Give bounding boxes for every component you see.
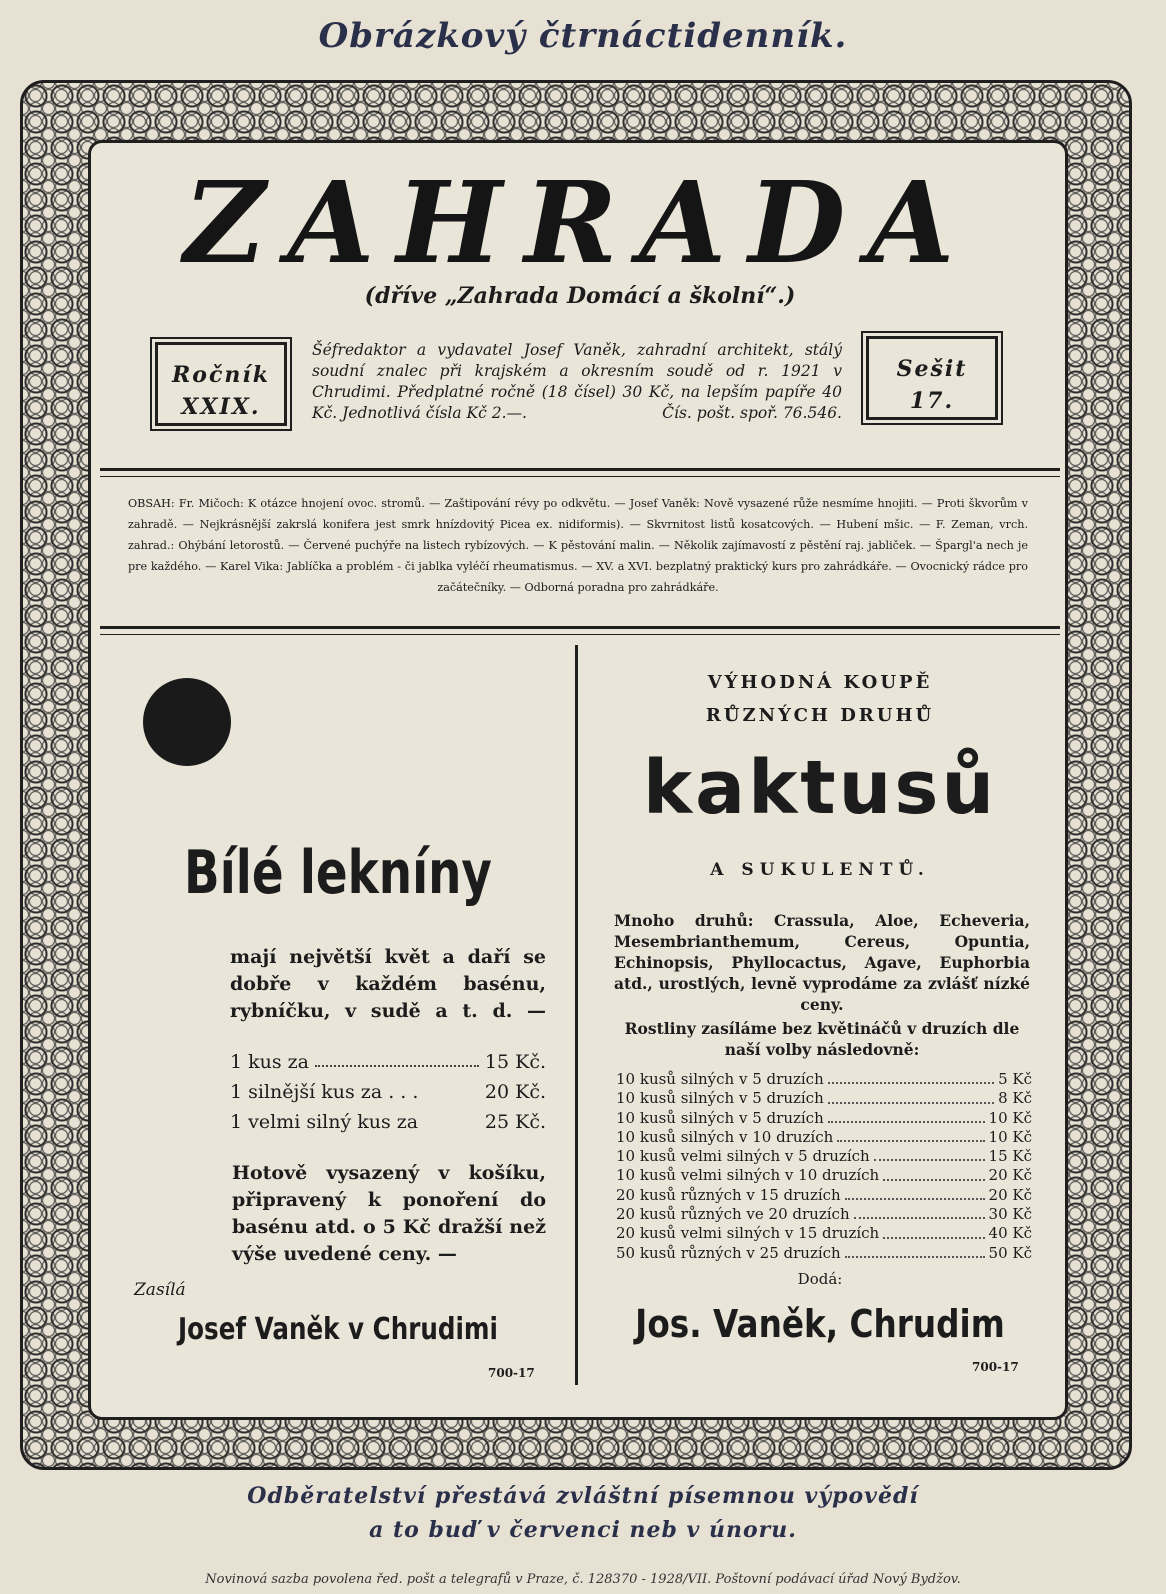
- masthead-info: [312, 340, 842, 424]
- cactus-offer-row: [616, 1205, 1032, 1224]
- offer-price: 8 Kč: [998, 1089, 1032, 1108]
- lily-price-row: [230, 1051, 546, 1073]
- offer-price: 5 Kč: [998, 1070, 1032, 1088]
- cactus-ad-code: 700-17: [972, 1360, 1019, 1374]
- lily-sender: Josef Vaněk v Chrudimi: [177, 1312, 498, 1347]
- cactus-offer-row: [616, 1147, 1032, 1166]
- cactus-lead-line2: RŮZNÝCH DRUHŮ: [705, 705, 935, 726]
- offer-price: 10 Kč: [988, 1127, 1032, 1146]
- table-of-contents: OBSAH: Fr. Mičoch: K otázce hnojení ovoc. stromů. — Zaštipování révy po odkvětu. — Josef Vaněk: Nově vysazené růže nesmíme hnojiti. — Proti škvorům v zahradě. — Nejkrásnější zakrslá konifera jest smrk hnízdovitý Picea ex. nidiformis). — Skvrnitost listů kosatcových. — Hubení mšic. — F. Zeman, vrch. zahrad.: Ohýbání letorostů. — Červené puchýře na listech rybízových. — K pěstování malin. — Několik zajímavostí z pěstění raj. jabliček. — Špargl'a nech je pre každého. — Karel Vika: Jablíčka a problém - či jablka vyléčí rheumatismus. — XV. a XVI. bezplatný praktický kurs pro zahrádkáře. — Ovocnický rádce pro začátečníky. — Odborná poradna pro zahrádkáře.: [128, 497, 1028, 594]
- divider-top-thin: [100, 476, 1060, 477]
- divider-top: [100, 468, 1060, 471]
- offer-item: 10 kusů silných v 5 druzích: [616, 1070, 824, 1088]
- lily-price-value: 25 Kč.: [484, 1111, 546, 1133]
- lily-ad-code: 700-17: [488, 1366, 535, 1380]
- lily-ad-headline: Bílé lekníny: [184, 838, 492, 908]
- lily-price-item: 1 kus za: [230, 1051, 310, 1073]
- divider-mid-thin: [100, 634, 1060, 635]
- offer-item: 20 kusů velmi silných v 15 druzích: [616, 1224, 880, 1243]
- cactus-ad-headline: kaktusů: [642, 745, 998, 831]
- cactus-offer-row: [616, 1089, 1032, 1108]
- offer-item: 20 kusů různých v 15 druzích: [616, 1185, 841, 1204]
- magazine-title: ZAHRADA: [183, 158, 977, 289]
- offer-item: 10 kusů silných v 10 druzích: [616, 1127, 834, 1146]
- cactus-ad-subhead: A SUKULENTŮ.: [710, 860, 930, 880]
- cactus-offer-row: [616, 1166, 1032, 1185]
- offer-price: 20 Kč: [988, 1166, 1032, 1185]
- postal-account: Čís. pošt. spoř. 76.546.: [662, 404, 842, 422]
- offer-item: 20 kusů různých ve 20 druzích: [616, 1205, 850, 1224]
- offer-item: 10 kusů silných v 5 druzích: [616, 1108, 824, 1127]
- offer-price: 20 Kč: [988, 1185, 1032, 1204]
- lily-price-value: 15 Kč.: [484, 1051, 546, 1073]
- cactus-sender: Jos. Vaněk, Chrudim: [635, 1302, 1005, 1346]
- editor-text: Šéfredaktor a vydavatel Josef Vaněk, zahradní architekt, stálý soudní znalec při krajském a okresním soudě od r. 1921 v Chrudimi. Předplatné ročně (18 čísel) 30 Kč, na lepším papíře 40 Kč. Jednotlivá čísla Kč 2.—.: [312, 341, 842, 422]
- cactus-offer-row: [616, 1224, 1032, 1243]
- subscription-notice: [0, 1479, 1166, 1547]
- cactus-lead-line1: VÝHODNÁ KOUPĚ: [707, 672, 933, 693]
- cactus-offer-table: [616, 1070, 1032, 1263]
- volume-label: Ročník: [172, 362, 270, 388]
- offer-item: 50 kusů různých v 25 druzích: [616, 1243, 841, 1262]
- notice-line1: Odběratelství přestává zvláštní písemnou výpovědí: [247, 1483, 919, 1509]
- volume-number: XXIX.: [181, 394, 261, 420]
- offer-price: 15 Kč: [988, 1147, 1032, 1166]
- divider-mid: [100, 626, 1060, 629]
- leader-dots: [315, 1051, 479, 1067]
- cactus-ad-lead: [600, 666, 1040, 732]
- volume-box: [155, 342, 287, 426]
- cactus-offer-row: [616, 1244, 1032, 1263]
- cactus-offer-row: [616, 1109, 1032, 1128]
- cactus-deliver-label: Dodá:: [797, 1270, 843, 1288]
- offer-price: 30 Kč: [988, 1205, 1032, 1224]
- issue-box: [866, 336, 998, 420]
- lily-sender-label: Zasílá: [134, 1280, 186, 1300]
- notice-line2: a to buď v červenci neb v únoru.: [369, 1517, 797, 1543]
- lily-price-value: 20 Kč.: [484, 1081, 546, 1103]
- issue-label: Sešit: [896, 356, 968, 382]
- lily-price-item: 1 velmi silný kus za: [230, 1111, 419, 1133]
- issue-number: 17.: [909, 388, 955, 414]
- decorative-dot: [143, 678, 231, 766]
- column-divider: [575, 645, 578, 1385]
- cactus-offer-row: [616, 1070, 1032, 1089]
- offer-price: 40 Kč: [988, 1224, 1032, 1243]
- lily-price-item: 1 silnější kus za . . .: [230, 1081, 419, 1103]
- lily-ad-ready-note: Hotově vysazený v košíku, připravený k ponoření do basénu atd. o 5 Kč dražší než výše uvedené ceny. —: [232, 1162, 546, 1265]
- offer-item: 10 kusů velmi silných v 10 druzích: [616, 1166, 880, 1185]
- offer-price: 10 Kč: [988, 1108, 1032, 1127]
- postal-note: Novinová sazba povolena řed. pošt a telegrafů v Praze, č. 128370 - 1928/VII. Poštovní podávací úřad Nový Bydžov.: [205, 1572, 961, 1587]
- kicker-heading: Obrázkový čtrnáctidenník.: [318, 16, 848, 56]
- lily-ad-description: mají největší květ a daří se dobře v každém basénu, rybníčku, v sudě a t. d. —: [230, 946, 546, 1022]
- cactus-ad-description: Mnoho druhů: Crassula, Aloe, Echeveria, Mesembrianthemum, Cereus, Opuntia, Echinopsis, Phyllocactus, Agave, Euphorbia atd., urostlých, levně vyprodáme za zvlášť nízké ceny.: [614, 911, 1030, 1014]
- lily-price-row: [230, 1111, 546, 1133]
- cactus-offer-row: [616, 1186, 1032, 1205]
- offer-item: 10 kusů velmi silných v 5 druzích: [616, 1147, 870, 1166]
- lily-price-row: [230, 1081, 546, 1103]
- cactus-ad-shipping: Rostliny zasíláme bez květináčů v druzích dle naší volby následovně:: [624, 1019, 1020, 1059]
- magazine-subtitle: (dříve „Zahrada Domácí a školní“.): [364, 283, 796, 309]
- cactus-offer-row: [616, 1128, 1032, 1147]
- offer-item: 10 kusů silných v 5 druzích: [616, 1089, 824, 1108]
- offer-price: 50 Kč: [988, 1243, 1032, 1262]
